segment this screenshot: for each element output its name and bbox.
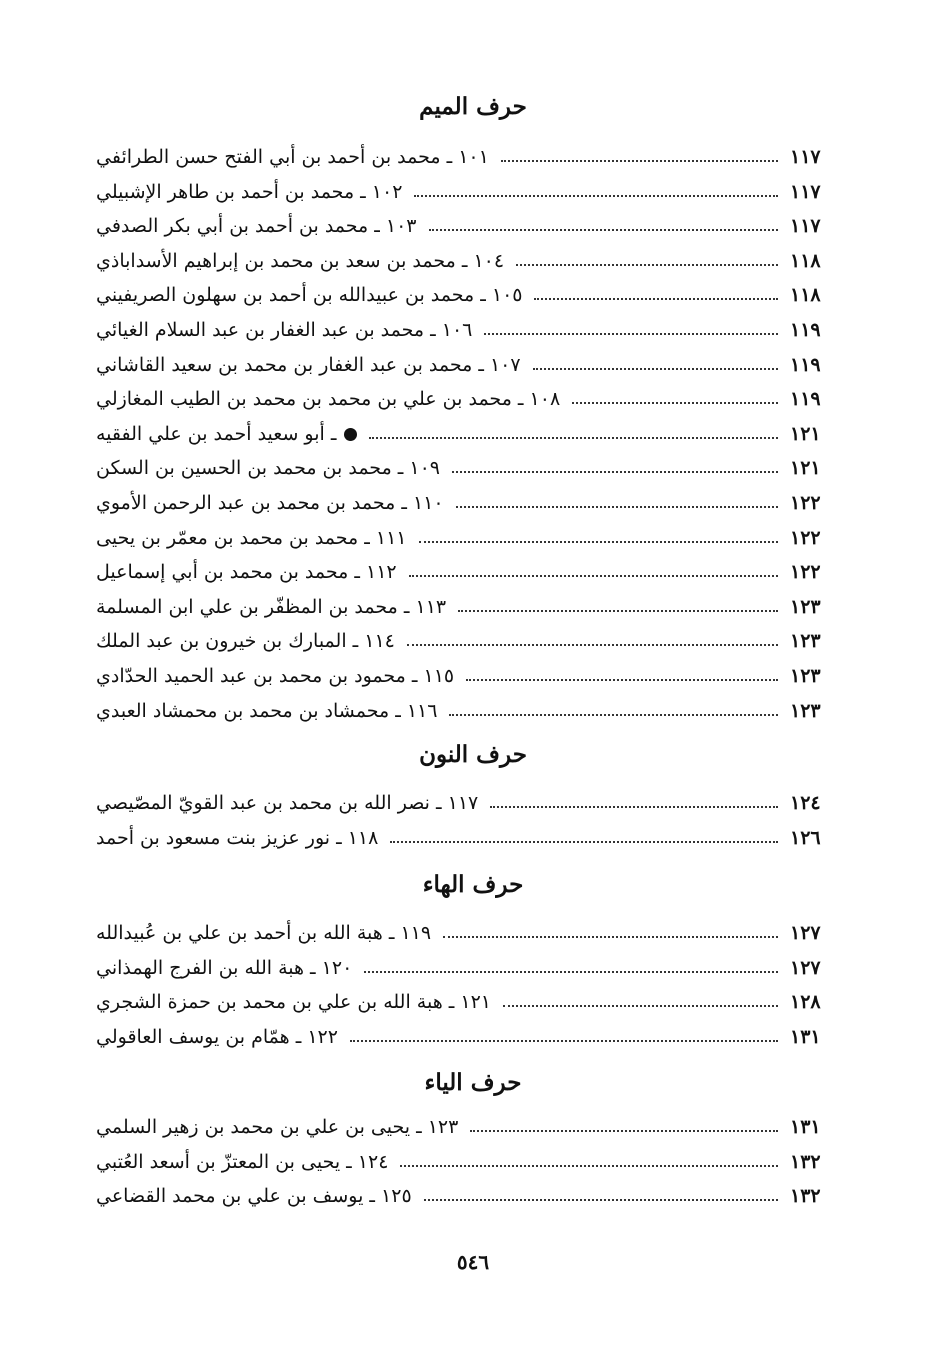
entry-page-number: ١٢٣ (790, 699, 821, 722)
entry-label-text: ١١٨ ـ نور عزيز بنت مسعود بن أحمد (96, 826, 379, 849)
toc-entry[interactable] (82, 486, 830, 520)
toc-entry[interactable] (82, 451, 830, 485)
toc-entry[interactable] (82, 821, 830, 855)
dot-leader (572, 402, 778, 404)
entry-page-number: ١٢٦ (790, 826, 821, 849)
dot-leader (443, 936, 778, 938)
entry-label-text: ١٢٥ ـ يوسف بن علي بن محمد القضاعي (96, 1185, 412, 1208)
entry-label (82, 1151, 388, 1173)
toc-entry[interactable] (82, 521, 830, 555)
entry-label-text: ـ أبو سعيد أحمد بن علي الفقيه (96, 422, 337, 445)
entry-label (82, 423, 357, 445)
dot-leader (407, 644, 778, 646)
entry-label-text: ١١٧ ـ نصر الله بن محمد بن عبد القويّ المصّيصي (96, 792, 479, 814)
toc-entry[interactable] (82, 140, 830, 174)
entry-label-text: ١٠٩ ـ محمد بن محمد بن الحسين بن السكن (96, 457, 441, 480)
dot-leader (419, 541, 779, 543)
entry-label (82, 388, 560, 410)
entry-label (82, 700, 437, 722)
entry-label (82, 827, 378, 849)
entry-label (82, 665, 454, 687)
toc-entry[interactable] (82, 659, 830, 693)
entry-label (82, 1026, 338, 1048)
dot-leader (534, 298, 778, 300)
entry-label-text: ١٠٦ ـ محمد بن عبد الغفار بن عبد السلام الغيائي (96, 319, 473, 341)
entry-page-number: ١١٨ (790, 284, 821, 307)
section-title: حرف الياء (424, 1069, 522, 1096)
toc-entry[interactable] (82, 209, 830, 243)
dot-leader (456, 506, 778, 508)
section-title: حرف الهاء (422, 871, 524, 898)
entry-page-number: ١٣٢ (790, 1150, 821, 1173)
dot-leader (458, 610, 778, 612)
dot-leader (390, 841, 778, 843)
entry-label-text: ١١٣ ـ محمد بن المظفّر بن علي ابن المسلمة (96, 595, 447, 618)
entry-page-number: ١١٩ (790, 388, 821, 411)
entry-page-number: ١٢٧ (790, 922, 821, 944)
entry-label (82, 354, 521, 376)
entry-label (82, 561, 397, 583)
entry-label (82, 181, 402, 203)
entry-label (82, 457, 440, 479)
dot-leader (516, 264, 778, 266)
entry-label (82, 1116, 458, 1138)
entry-label-text: ١٢٤ ـ يحيى بن المعتزّ بن أسعد العُتبي (96, 1150, 389, 1173)
entry-label-text: ١١٠ ـ محمد بن محمد بن عبد الرحمن الأموي (96, 492, 444, 514)
entry-label-text: ١١٩ ـ هبة الله بن أحمد بن علي بن عُبيدالله (96, 922, 432, 944)
toc-entry[interactable] (82, 244, 830, 278)
entry-page-number: ١١٩ (790, 353, 821, 376)
dot-leader (484, 333, 778, 335)
dot-leader (424, 1199, 778, 1201)
entry-label (82, 792, 478, 814)
toc-entry[interactable] (82, 1110, 830, 1144)
entry-label (82, 215, 417, 237)
dot-leader (369, 437, 778, 439)
entry-label-text: ١١٥ ـ محمود بن محمد بن عبد الحميد الحدّادي (96, 665, 455, 687)
entry-label-text: ١١٢ ـ محمد بن محمد بن أبي إسماعيل (96, 561, 397, 584)
entry-page-number: ١٢٢ (790, 526, 821, 549)
dot-leader (414, 195, 778, 197)
entry-page-number: ١١٧ (790, 180, 821, 203)
dot-leader (364, 971, 778, 973)
entry-page-number: ١٢٣ (790, 630, 821, 653)
dot-leader (449, 714, 778, 716)
entry-label (82, 596, 446, 618)
toc-entry[interactable] (82, 786, 830, 820)
entry-label-text: ١٠١ ـ محمد بن أحمد بن أبي الفتح حسن الطرائفي (96, 146, 489, 168)
section-title: حرف النون (419, 741, 527, 768)
entry-label-text: ١٢٣ ـ يحيى بن علي بن محمد بن زهير السلمي (96, 1116, 459, 1138)
entry-label-text: ١١٤ ـ المبارك بن خيرون بن عبد الملك (96, 630, 395, 653)
entry-label-text: ١٠٧ ـ محمد بن عبد الغفار بن محمد بن سعيد القاشاني (96, 353, 521, 376)
toc-entry[interactable] (82, 1179, 830, 1213)
toc-entry[interactable] (82, 916, 830, 950)
entry-label-text: ١٢٠ ـ هبة الله بن الفرج الهمذاني (96, 956, 353, 979)
dot-leader (470, 1130, 778, 1132)
entry-label (82, 250, 504, 272)
entry-label-text: ١١١ ـ محمد بن محمد بن معمّر بن يحيى (96, 526, 407, 549)
toc-entry[interactable] (82, 1020, 830, 1054)
entry-page-number: ١١٨ (790, 249, 821, 272)
toc-entry[interactable] (82, 382, 830, 416)
dot-leader (452, 471, 778, 473)
entry-label (82, 527, 407, 549)
entry-page-number: ١٢٣ (790, 595, 821, 618)
entry-label (82, 284, 522, 306)
dot-leader (503, 1005, 778, 1007)
entry-page-number: ١٢١ (790, 422, 821, 445)
entry-label-text: ١٠٨ ـ محمد بن علي بن محمد بن محمد بن الطيب المغازلي (96, 388, 561, 411)
entry-page-number: ١٢٢ (790, 492, 821, 514)
toc-entry[interactable] (82, 278, 830, 312)
dot-leader (501, 160, 778, 162)
dot-leader (533, 368, 778, 370)
toc-entry[interactable] (82, 985, 830, 1019)
entry-page-number: ١١٧ (790, 146, 821, 168)
toc-entry[interactable] (82, 694, 830, 728)
entry-page-number: ١١٩ (790, 319, 821, 341)
entry-page-number: ١١٧ (790, 215, 821, 238)
toc-entry[interactable] (82, 417, 830, 451)
entry-page-number: ١٢٢ (790, 561, 821, 584)
dot-leader (350, 1040, 778, 1042)
entry-page-number: ١٢١ (790, 457, 821, 480)
entry-label-text: ١٠٢ ـ محمد بن أحمد بن طاهر الإشبيلي (96, 180, 403, 203)
entry-label-text: ١١٦ ـ محمشاد بن محمد بن محمشاد العبدي (96, 699, 438, 722)
toc-entry[interactable] (82, 313, 830, 347)
entry-label-text: ١٠٤ ـ محمد بن سعد بن محمد بن إبراهيم الأسداباذي (96, 249, 505, 272)
dot-leader (400, 1165, 778, 1167)
dot-leader (490, 806, 778, 808)
entry-label (82, 991, 491, 1013)
entry-label (82, 146, 489, 168)
entry-label (82, 630, 395, 652)
entry-page-number: ١٣١ (790, 1116, 821, 1138)
entry-page-number: ١٢٤ (790, 792, 821, 814)
entry-label (82, 319, 472, 341)
entry-label (82, 492, 444, 514)
toc-entry[interactable] (82, 951, 830, 985)
entry-label (82, 1185, 412, 1207)
dot-leader (466, 679, 778, 681)
toc-entry[interactable] (82, 175, 830, 209)
entry-page-number: ١٣٢ (790, 1185, 821, 1208)
dot-leader (409, 575, 778, 577)
toc-entry[interactable] (82, 624, 830, 658)
toc-entry[interactable] (82, 590, 830, 624)
entry-page-number: ١٣١ (790, 1025, 821, 1048)
entry-page-number: ١٢٧ (790, 956, 821, 979)
toc-entry[interactable] (82, 1145, 830, 1179)
toc-entry[interactable] (82, 348, 830, 382)
entry-label-text: ١٢١ ـ هبة الله بن علي بن محمد بن حمزة الشجري (96, 991, 491, 1014)
section-title: حرف الميم (419, 93, 527, 120)
entry-label-text: ١٠٣ ـ محمد بن أحمد بن أبي بكر الصدفي (96, 215, 417, 238)
bullet-icon (344, 428, 357, 441)
entry-page-number: ١٢٨ (790, 991, 821, 1014)
entry-label (82, 922, 431, 944)
entry-label (82, 957, 352, 979)
toc-entry[interactable] (82, 555, 830, 589)
dot-leader (429, 229, 779, 231)
entry-label-text: ١٠٥ ـ محمد بن عبيدالله بن أحمد بن سهلون الصريفيني (96, 284, 523, 307)
entry-page-number: ١٢٣ (790, 665, 821, 687)
entry-label-text: ١٢٢ ـ همّام بن يوسف العاقولي (96, 1025, 338, 1048)
page-number: ٥٤٦ (456, 1250, 490, 1274)
